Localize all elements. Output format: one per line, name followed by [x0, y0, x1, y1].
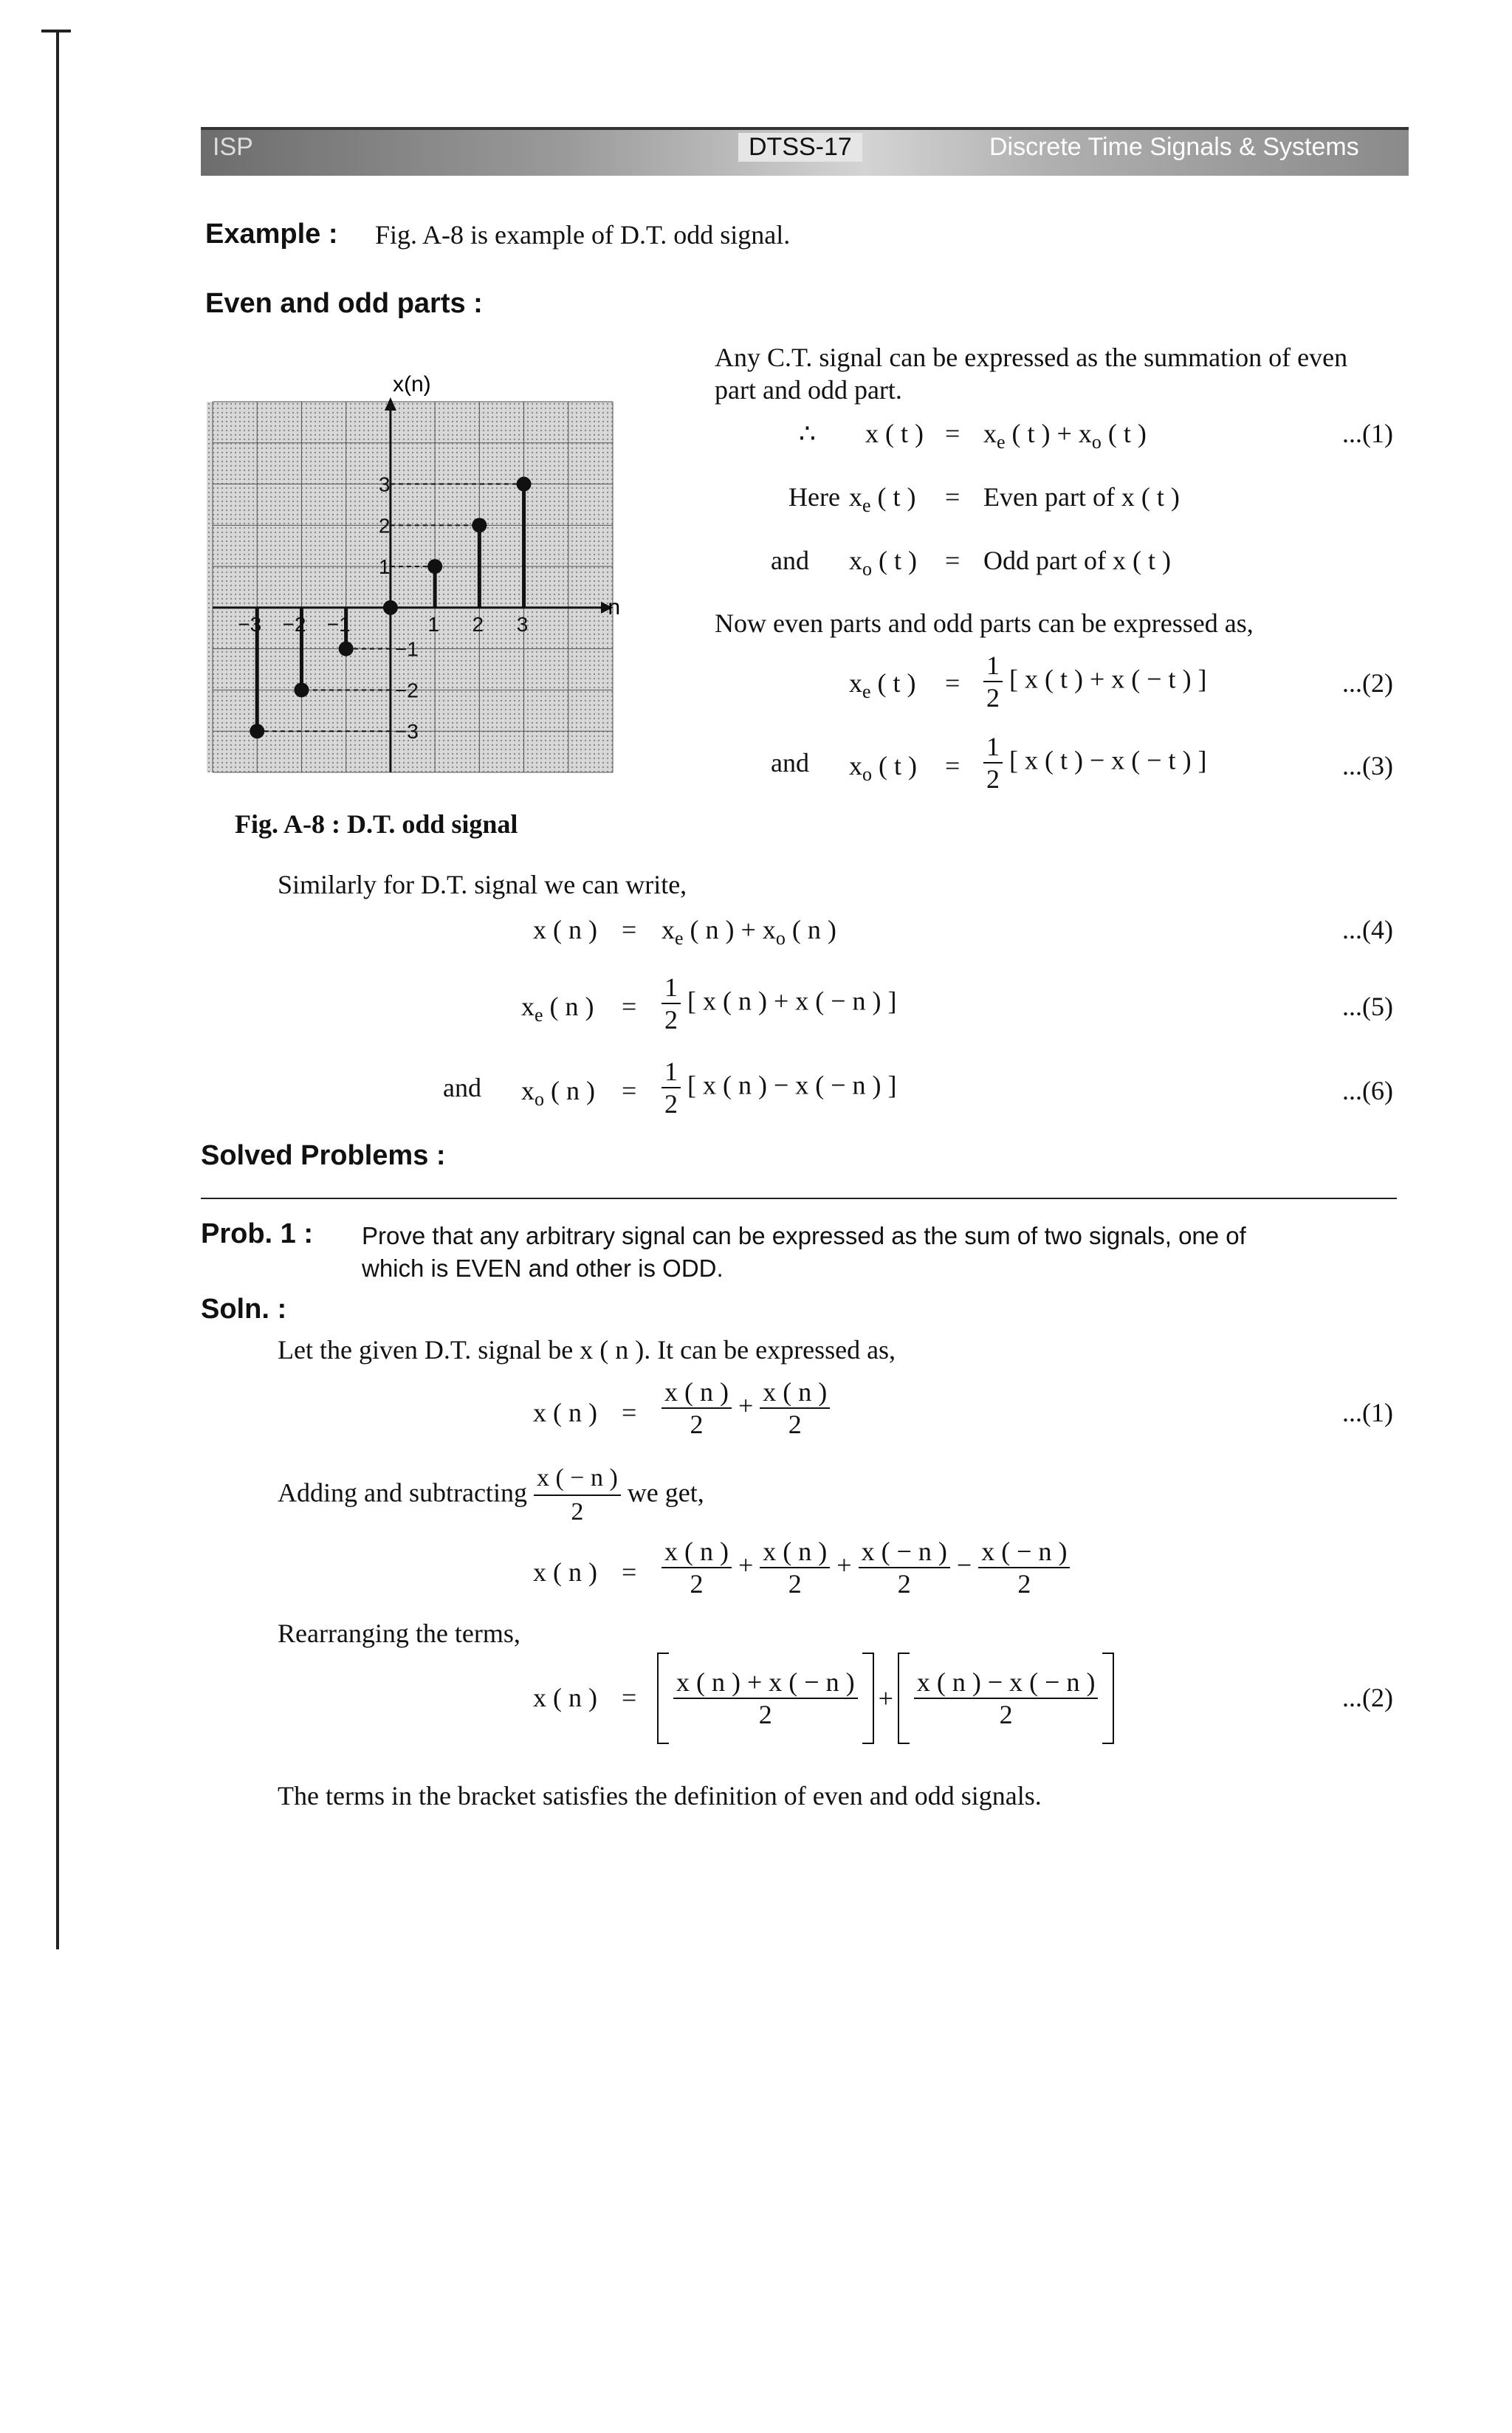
binding-rule-top	[41, 30, 71, 32]
frac-num: x ( n ) − x ( − n )	[914, 1667, 1099, 1699]
eq1-number: ...(1)	[1342, 419, 1393, 448]
eq6-number: ...(6)	[1342, 1076, 1393, 1105]
frac-num: x ( − n )	[978, 1536, 1070, 1568]
eq5-equals: =	[622, 992, 637, 1021]
frac-num: x ( n ) + x ( − n )	[673, 1667, 858, 1699]
eq2-body: [ x ( t ) + x ( − t ) ]	[1009, 664, 1207, 694]
y-tick-label: −1	[394, 637, 419, 661]
eq5-number: ...(5)	[1342, 992, 1393, 1021]
header-left-label: ISP	[213, 133, 253, 161]
binding-rule	[56, 30, 59, 1949]
plus-sign: +	[878, 1684, 893, 1713]
eq2-equals: =	[945, 668, 961, 698]
solneq3-rhs	[657, 1653, 1114, 1744]
solneq3-equals: =	[622, 1683, 637, 1712]
odd-signal-stem-plot	[207, 366, 620, 780]
eq6-rhs	[662, 1056, 897, 1119]
eq4-lhs: x ( n )	[533, 915, 597, 944]
stem-point	[427, 559, 442, 574]
eq1-lhs: x ( t )	[865, 419, 924, 448]
right-bracket	[1102, 1653, 1114, 1744]
frac-den: 2	[571, 1498, 584, 1526]
adding-subtracting-line	[278, 1462, 704, 1528]
y-tick-label: 3	[378, 473, 391, 496]
here-lhs: $x_e$ ( t )	[849, 482, 916, 517]
frac-den: 2	[999, 1700, 1013, 1729]
and-label: and	[771, 546, 809, 575]
here-label: Here	[788, 482, 840, 512]
frac-num: x ( − n )	[859, 1536, 950, 1568]
eq2-rhs	[983, 650, 1207, 713]
stem-point	[383, 600, 398, 615]
y-tick-label: 2	[378, 514, 391, 538]
frac-den: 2	[788, 1410, 802, 1439]
half-fraction: $\frac{1}{2}$	[983, 731, 1003, 795]
eq1-equals: =	[945, 419, 961, 448]
y-axis-label: x(n)	[393, 372, 431, 397]
stem-point	[339, 642, 354, 656]
minus-sign: −	[956, 1550, 972, 1580]
frac-den: 2	[690, 1410, 704, 1439]
prob1-text	[362, 1220, 1395, 1285]
and-equals: =	[945, 546, 961, 575]
header-page-label: DTSS-17	[738, 133, 862, 162]
x-tick-label: 3	[516, 612, 529, 636]
section-divider	[201, 1198, 1397, 1199]
frac-den: 2	[758, 1700, 772, 1729]
eq3-body: [ x ( t ) − x ( − t ) ]	[1009, 745, 1207, 775]
frac-num: x ( n )	[662, 1536, 732, 1568]
eq4-equals: =	[622, 915, 637, 944]
left-bracket	[657, 1653, 669, 1744]
example-text: Fig. A-8 is example of D.T. odd signal.	[375, 220, 791, 250]
half-fraction: $\frac{1}{2}$	[983, 650, 1003, 713]
figure-a8	[207, 366, 620, 780]
x-axis-label: n	[608, 595, 620, 620]
frac-num: x ( n )	[760, 1376, 830, 1409]
frac-num: x ( n )	[662, 1376, 732, 1409]
solneq1-rhs	[662, 1376, 830, 1440]
x-tick-label: −2	[282, 612, 306, 636]
therefore-symbol: ∴	[799, 419, 816, 448]
solneq2-equals: =	[622, 1557, 637, 1587]
frac-den: 2	[690, 1569, 704, 1599]
half-fraction: $\frac{1}{2}$	[662, 1056, 681, 1119]
plus-sign: +	[836, 1550, 852, 1580]
plus-sign: +	[738, 1550, 754, 1580]
frac-num: x ( n )	[760, 1536, 830, 1568]
right-bracket	[862, 1653, 874, 1744]
section-heading-even-odd: Even and odd parts :	[205, 288, 483, 319]
prob1-label: Prob. 1 :	[201, 1218, 314, 1249]
eq3-equals: =	[945, 751, 961, 780]
eq5-body: [ x ( n ) + x ( − n ) ]	[687, 986, 897, 1016]
example-label: Example :	[205, 219, 338, 250]
plot-background	[207, 402, 613, 772]
solved-problems-heading: Solved Problems :	[201, 1140, 446, 1171]
frac-den: 2	[1017, 1569, 1031, 1599]
soln-label: Soln. :	[201, 1294, 287, 1325]
stem-point	[517, 477, 532, 492]
paragraph-now-even-odd: Now even parts and odd parts can be expressed as,	[715, 608, 1254, 638]
prob1-text-line2: which is EVEN and other is ODD.	[362, 1255, 724, 1282]
solneq1-lhs: x ( n )	[533, 1398, 597, 1427]
stem-point	[294, 682, 309, 697]
x-tick-label: −1	[326, 612, 351, 636]
conclusion-line: The terms in the bracket satisfies the definition of even and odd signals.	[278, 1781, 1042, 1811]
eq6-equals: =	[622, 1076, 637, 1105]
soln-line1: Let the given D.T. signal be x ( n ). It can be expressed as,	[278, 1335, 896, 1365]
x-tick-label: −3	[238, 612, 262, 636]
solneq2-rhs	[662, 1536, 1070, 1599]
and-rhs: Odd part of x ( t )	[983, 546, 1171, 575]
and-lhs: $x_o$ ( t )	[849, 546, 917, 580]
eq5-rhs	[662, 972, 897, 1035]
eq1-rhs: $x_e$ ( t ) + $x_o$ ( t )	[983, 419, 1147, 453]
solneq3-number: ...(2)	[1342, 1683, 1393, 1712]
frac-den: 2	[897, 1569, 911, 1599]
stem-point	[472, 518, 487, 532]
here-equals: =	[945, 482, 961, 512]
figure-caption: Fig. A-8 : D.T. odd signal	[235, 809, 518, 839]
here-rhs: Even part of x ( t )	[983, 482, 1180, 512]
eq5-lhs: $x_e$ ( n )	[521, 992, 594, 1026]
y-tick-label: −3	[394, 720, 419, 744]
plus-sign: +	[738, 1390, 754, 1421]
x-tick-label: 1	[427, 612, 439, 636]
we-get-text: we get,	[627, 1478, 704, 1508]
paragraph-similarly-dt: Similarly for D.T. signal we can write,	[278, 870, 687, 899]
y-tick-label: 1	[378, 555, 391, 579]
eq4-rhs: $x_e$ ( n ) + $x_o$ ( n )	[662, 915, 836, 950]
stem-point	[250, 724, 264, 738]
eq2-lhs: $x_e$ ( t )	[849, 668, 916, 703]
eq3-and: and	[771, 748, 809, 778]
solneq1-number: ...(1)	[1342, 1398, 1393, 1427]
frac-num: x ( − n )	[534, 1462, 621, 1496]
half-fraction: $\frac{1}{2}$	[662, 972, 681, 1035]
y-tick-label: −2	[394, 679, 419, 702]
eq4-number: ...(4)	[1342, 915, 1393, 944]
solneq1-equals: =	[622, 1398, 637, 1427]
eq6-lhs: $x_o$ ( n )	[521, 1076, 595, 1111]
eq3-rhs	[983, 731, 1207, 795]
eq3-number: ...(3)	[1342, 751, 1393, 780]
adding-text: Adding and subtracting	[278, 1478, 527, 1508]
paragraph-ct-summation: Any C.T. signal can be expressed as the summation of even part and odd part.	[715, 343, 1348, 405]
header-chapter-title: Discrete Time Signals & Systems	[989, 133, 1359, 161]
prob1-text-line1: Prove that any arbitrary signal can be expressed as the sum of two signals, one of	[362, 1222, 1246, 1249]
solneq2-lhs: x ( n )	[533, 1557, 597, 1587]
left-bracket	[898, 1653, 910, 1744]
rearranging-line: Rearranging the terms,	[278, 1619, 520, 1648]
eq6-body: [ x ( n ) − x ( − n ) ]	[687, 1070, 897, 1100]
eq2-number: ...(2)	[1342, 668, 1393, 698]
eq6-and: and	[443, 1073, 481, 1102]
eq3-lhs: $x_o$ ( t )	[849, 751, 917, 786]
solneq3-lhs: x ( n )	[533, 1683, 597, 1712]
x-tick-label: 2	[472, 612, 484, 636]
frac-den: 2	[788, 1569, 802, 1599]
